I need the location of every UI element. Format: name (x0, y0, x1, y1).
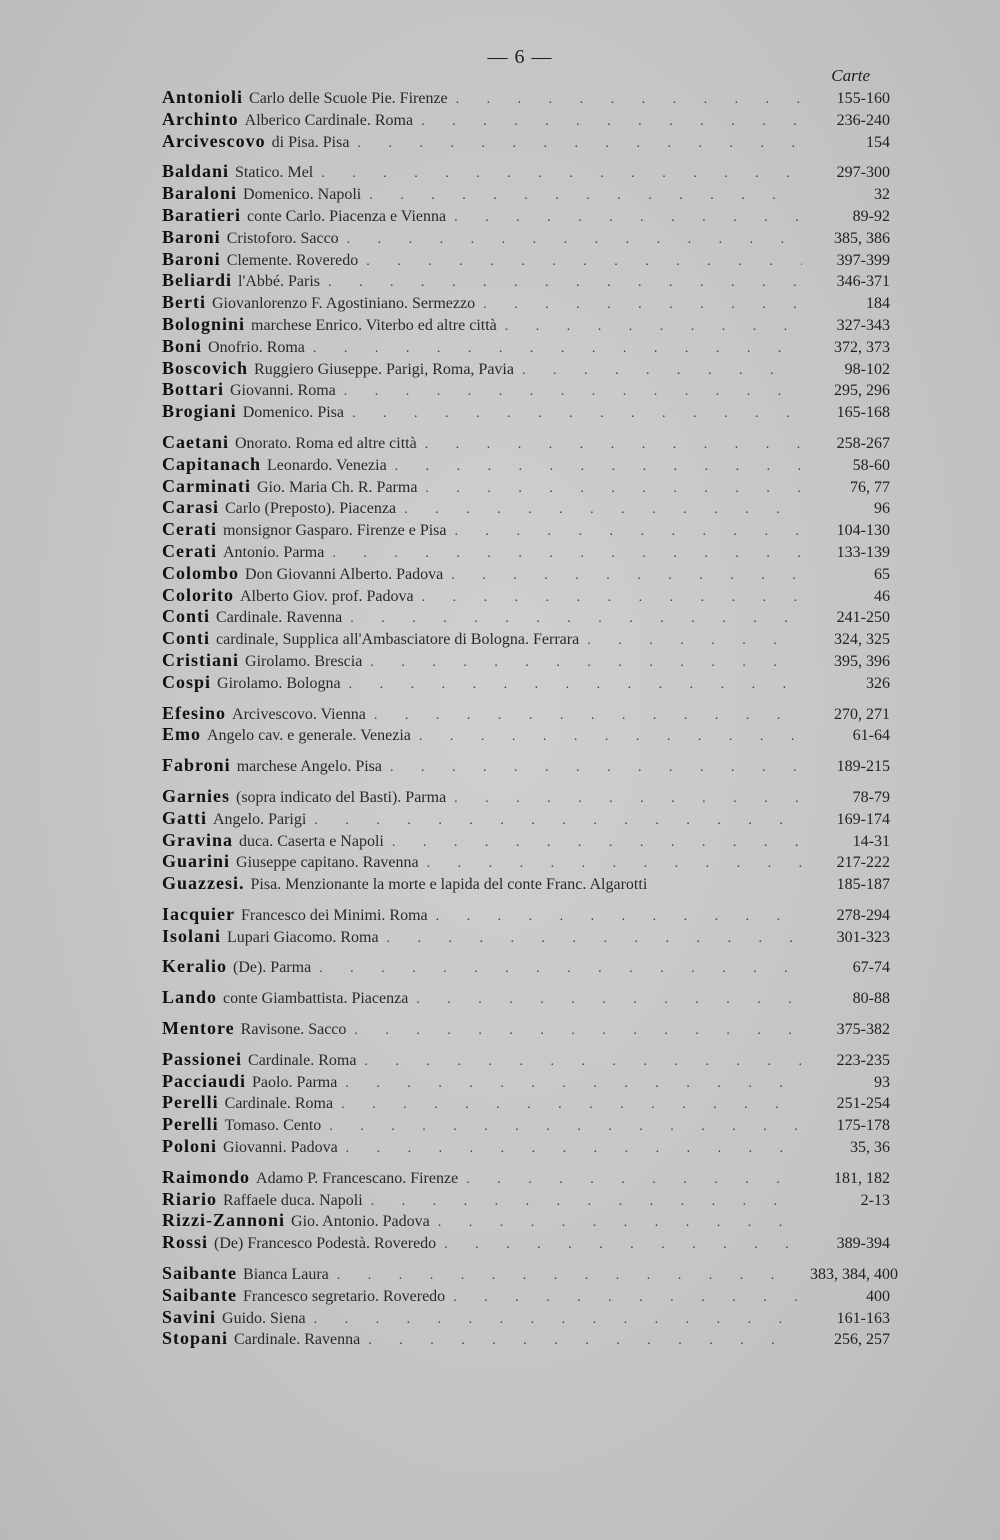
entry-pages: 98-102 (844, 360, 890, 378)
entry-description: l'Abbé. Paris (238, 273, 320, 291)
entry-pages: 80-88 (852, 990, 890, 1008)
dot-leader (419, 729, 802, 745)
entry-name: Saibante (162, 1263, 238, 1284)
entry-name: Lando (162, 987, 218, 1008)
entry-name: Archinto (162, 108, 239, 129)
dot-leader (314, 813, 802, 829)
entry-description: Cristoforo. Sacco (226, 229, 339, 247)
dot-leader (370, 655, 802, 671)
entry-name: Cospi (162, 671, 212, 692)
dot-leader (368, 1333, 802, 1349)
entry-name: Carminati (162, 475, 251, 496)
entry-pages: 169-174 (836, 810, 890, 828)
entry-pages: 78-79 (852, 788, 890, 806)
entry-description: Giovanni. Padova (223, 1139, 338, 1157)
entry-pages: 385, 386 (834, 229, 890, 247)
dot-leader (328, 275, 802, 291)
entry-pages: 165-168 (836, 404, 890, 422)
entry-description: (De) Francesco Podestà. Roveredo (214, 1235, 437, 1253)
entry-name: Stopani (162, 1328, 229, 1349)
dot-leader (347, 232, 802, 248)
index-entry (162, 987, 890, 1009)
entry-name: Cerati (162, 540, 217, 561)
dot-leader (350, 611, 802, 627)
dot-leader (354, 1023, 802, 1039)
index-entry (162, 956, 890, 978)
entry-description: Raffaele duca. Napoli (223, 1191, 363, 1209)
dot-leader (444, 1237, 802, 1253)
entry-name: Cristiani (162, 649, 240, 670)
dot-leader (369, 188, 802, 204)
entry-pages: 397-399 (836, 251, 890, 269)
entry-name: Beliardi (162, 270, 232, 291)
entry-pages: 154 (866, 133, 890, 151)
index-entry (162, 724, 890, 746)
entry-name: Fabroni (162, 755, 231, 776)
dot-leader (454, 791, 802, 807)
entry-description: (De). Parma (232, 959, 312, 977)
entry-name: Conti (162, 628, 211, 649)
dot-leader (425, 481, 802, 497)
entry-name: Colombo (162, 562, 240, 583)
entry-description: Gio. Maria Ch. R. Parma (257, 478, 418, 496)
entry-description: Giovanlorenzo F. Agostiniano. Sermezzo (211, 295, 476, 313)
entry-name: Antonioli (162, 87, 244, 107)
entry-name: Perelli (162, 1092, 219, 1113)
index-entry (162, 205, 890, 227)
entry-pages: 184 (866, 295, 890, 313)
entry-description: Girolamo. Bologna (217, 674, 341, 692)
entry-pages: 65 (874, 565, 890, 583)
index-entry (162, 1189, 890, 1211)
index-entry (162, 358, 890, 380)
index-entry (162, 161, 890, 183)
entry-pages: 89-92 (852, 207, 890, 225)
entry-description: monsignor Gasparo. Firenze e Pisa (222, 522, 447, 540)
entry-name: Berti (162, 292, 206, 313)
entry-pages: 67-74 (852, 959, 890, 977)
entry-name: Saibante (162, 1284, 238, 1305)
entry-description: marchese Angelo. Pisa (236, 758, 382, 776)
entry-pages: 14-31 (852, 832, 890, 850)
entry-pages: 346-371 (836, 273, 890, 291)
entry-name: Iacquier (162, 903, 235, 924)
dot-leader (319, 961, 802, 977)
dot-leader (349, 677, 802, 693)
entry-pages: 217-222 (836, 854, 890, 872)
dot-leader (587, 633, 802, 649)
entry-description: Francesco segretario. Roveredo (243, 1287, 446, 1305)
entry-description: Onorato. Roma ed altre città (235, 434, 417, 452)
entry-pages: 32 (874, 186, 890, 204)
entry-description: Carlo (Preposto). Piacenza (225, 500, 397, 518)
entry-description: Alberto Giov. prof. Padova (239, 587, 414, 605)
index-entry (162, 1167, 890, 1189)
index-entry (162, 755, 890, 777)
entry-pages: 400 (866, 1287, 890, 1305)
dot-leader (313, 341, 802, 357)
entry-name: Efesino (162, 702, 227, 723)
index-entry (162, 336, 890, 358)
dot-leader (321, 166, 802, 182)
entry-description: Domenico. Napoli (243, 186, 362, 204)
entry-description: Tomaso. Cento (224, 1117, 322, 1135)
dot-leader (466, 1172, 802, 1188)
entry-name: Passionei (162, 1048, 243, 1069)
entry-pages: 327-343 (836, 316, 890, 334)
index-entry (162, 1307, 890, 1329)
entry-description: Don Giovanni Alberto. Padova (245, 565, 444, 583)
dot-leader (416, 992, 802, 1008)
index-entry (162, 628, 890, 650)
dot-leader (404, 502, 802, 518)
dot-leader (483, 297, 802, 313)
dot-leader (374, 708, 802, 724)
index-entry (162, 519, 890, 541)
entry-name: Cerati (162, 519, 217, 540)
entry-name: Emo (162, 724, 201, 745)
entry-description: Gio. Antonio. Padova (291, 1213, 430, 1231)
index-entry (162, 109, 890, 131)
index-entry (162, 1328, 890, 1350)
entry-name: Boni (162, 335, 203, 356)
dot-leader (337, 1268, 802, 1284)
entry-description: duca. Caserta e Napoli (239, 832, 384, 850)
index-entry (162, 1049, 890, 1071)
index-entry (162, 1092, 890, 1114)
entry-description: Pisa. Menzionante la morte e lapida del conte Franc. Algarotti (250, 876, 648, 894)
entry-name: Raimondo (162, 1166, 251, 1187)
entry-pages: 278-294 (836, 906, 890, 924)
entry-pages: 155-160 (836, 90, 890, 107)
entry-name: Mentore (162, 1018, 235, 1039)
dot-leader (366, 254, 802, 270)
entry-description: marchese Enrico. Viterbo ed altre città (251, 316, 497, 334)
entry-name: Poloni (162, 1136, 218, 1157)
entry-pages: 189-215 (836, 758, 890, 776)
entry-name: Rossi (162, 1232, 209, 1253)
index-entry (162, 314, 890, 336)
entry-pages: 326 (866, 674, 890, 692)
entry-description: conte Giambattista. Piacenza (223, 990, 409, 1008)
entry-pages: 241-250 (836, 609, 890, 627)
entry-name: Guarini (162, 851, 231, 872)
entry-name: Conti (162, 606, 211, 627)
entry-name: Gatti (162, 807, 207, 828)
dot-leader (421, 114, 802, 130)
index-entry (162, 541, 890, 563)
entry-pages: 93 (874, 1073, 890, 1091)
entry-pages: 76, 77 (850, 478, 890, 496)
dot-leader (456, 92, 802, 108)
entry-description: Paolo. Parma (252, 1073, 338, 1091)
entry-description: Ravisone. Sacco (240, 1021, 347, 1039)
entry-pages: 35, 36 (850, 1139, 890, 1157)
entry-description: Cardinale. Ravenna (216, 609, 343, 627)
dot-leader (454, 210, 802, 226)
entry-name: Savini (162, 1306, 217, 1327)
index-entry (162, 786, 890, 808)
entry-name: Arcivescovo (162, 130, 266, 151)
index-entry (162, 1071, 890, 1093)
entry-name: Colorito (162, 584, 234, 605)
column-label: Carte (831, 66, 870, 85)
entry-name: Caetani (162, 431, 229, 452)
entry-description: Leonardo. Venezia (267, 456, 387, 474)
index-entry (162, 830, 890, 852)
entry-name: Baratieri (162, 204, 241, 225)
index-entry (162, 401, 890, 423)
index-entry (162, 476, 890, 498)
dot-leader (387, 931, 802, 947)
entry-name: Brogiani (162, 401, 237, 422)
entry-pages: 375-382 (836, 1021, 890, 1039)
index-entry (162, 585, 890, 607)
index-entry (162, 87, 890, 109)
index-entry (162, 497, 890, 519)
dot-leader (364, 1054, 802, 1070)
entry-name: Bottari (162, 379, 224, 400)
index-entry (162, 432, 890, 454)
entry-description: Domenico. Pisa (242, 404, 345, 422)
index-list (162, 87, 898, 1350)
entry-pages: 256, 257 (834, 1331, 890, 1349)
entry-pages: 104-130 (836, 522, 890, 540)
entry-description: Angelo. Parigi (213, 810, 307, 828)
dot-leader (455, 524, 803, 540)
entry-name: Riario (162, 1188, 217, 1209)
dot-leader (438, 1215, 802, 1231)
dot-leader (451, 568, 802, 584)
entry-description: Ruggiero Giuseppe. Parigi, Roma, Pavia (254, 360, 514, 378)
entry-pages: 324, 325 (834, 631, 890, 649)
entry-name: Capitanach (162, 453, 262, 474)
index-entry (162, 1263, 898, 1285)
entry-name: Keralio (162, 956, 227, 977)
entry-description: Onofrio. Roma (208, 338, 305, 356)
entry-name: Baldani (162, 161, 230, 182)
entry-description: Guido. Siena (222, 1309, 306, 1327)
entry-name: Rizzi-Zannoni (162, 1210, 286, 1231)
entry-pages: 251-254 (836, 1095, 890, 1113)
dot-leader (453, 1290, 802, 1306)
index-entry (162, 808, 890, 830)
dot-leader (345, 1076, 802, 1092)
entry-description: Francesco dei Minimi. Roma (241, 906, 428, 924)
index-entry (162, 1285, 890, 1307)
entry-pages: 133-139 (836, 543, 890, 561)
index-entry (162, 270, 890, 292)
index-entry (162, 563, 890, 585)
dot-leader (522, 363, 802, 379)
dot-leader (505, 319, 802, 335)
entry-pages: 61-64 (852, 727, 890, 745)
entry-pages: 185-187 (836, 876, 890, 894)
dot-leader (344, 384, 802, 400)
entry-pages: 258-267 (836, 434, 890, 452)
dot-leader (390, 760, 802, 776)
entry-pages: 372, 373 (834, 338, 890, 356)
entry-name: Baroni (162, 226, 221, 247)
entry-name: Gravina (162, 829, 234, 850)
entry-pages: 96 (874, 500, 890, 518)
dot-leader (357, 136, 802, 152)
entry-description: conte Carlo. Piacenza e Vienna (246, 207, 447, 225)
dot-leader (371, 1194, 802, 1210)
entry-description: Alberico Cardinale. Roma (244, 111, 414, 129)
index-entry (162, 379, 890, 401)
index-entry (162, 904, 890, 926)
entry-name: Guazzesi. (162, 873, 245, 894)
index-entry (162, 672, 890, 694)
entry-description: Antonio. Parma (222, 543, 325, 561)
index-entry (162, 926, 890, 948)
entry-pages: 58-60 (852, 456, 890, 474)
dot-leader (329, 1119, 802, 1135)
dot-leader (392, 835, 802, 851)
entry-pages: 161-163 (836, 1309, 890, 1327)
entry-description: Giovanni. Roma (229, 382, 336, 400)
entry-description: Girolamo. Brescia (245, 652, 363, 670)
index-entry (162, 183, 890, 205)
entry-description: Giuseppe capitano. Ravenna (236, 854, 419, 872)
entry-description: Arcivescovo. Vienna (232, 705, 366, 723)
dot-leader (332, 546, 802, 562)
entry-description: Cardinale. Ravenna (234, 1331, 361, 1349)
index-entry (162, 606, 890, 628)
entry-pages: 270, 271 (834, 705, 890, 723)
entry-pages: 301-323 (836, 928, 890, 946)
entry-description: Adamo P. Francescano. Firenze (256, 1169, 459, 1187)
entry-description: Carlo delle Scuole Pie. Firenze (249, 90, 448, 107)
index-entry (162, 131, 890, 153)
index-entry (162, 703, 890, 725)
entry-description: Statico. Mel (235, 164, 314, 182)
entry-pages: 2-13 (860, 1191, 890, 1209)
entry-pages: 395, 396 (834, 652, 890, 670)
dot-leader (341, 1097, 802, 1113)
page-number: — 6 — (487, 46, 553, 68)
dot-leader (436, 909, 802, 925)
entry-description: Clemente. Roveredo (226, 251, 359, 269)
entry-name: Pacciaudi (162, 1070, 246, 1091)
entry-name: Baroni (162, 248, 221, 269)
entry-pages: 297-300 (836, 164, 890, 182)
entry-name: Boscovich (162, 357, 249, 378)
entry-description: Angelo cav. e generale. Venezia (207, 727, 411, 745)
entry-description: Cardinale. Roma (224, 1095, 334, 1113)
index-entry (162, 454, 890, 476)
entry-name: Bolognini (162, 313, 246, 334)
index-entry (162, 1210, 890, 1232)
entry-description: (sopra indicato del Basti). Parma (236, 788, 447, 806)
entry-pages: 175-178 (836, 1117, 890, 1135)
index-entry (162, 1232, 890, 1254)
index-entry (162, 873, 890, 895)
entry-description: Bianca Laura (243, 1266, 329, 1284)
index-entry (162, 650, 890, 672)
entry-pages: 46 (874, 587, 890, 605)
entry-name: Isolani (162, 925, 222, 946)
index-entry (162, 1018, 890, 1040)
entry-description: Lupari Giacomo. Roma (227, 928, 379, 946)
entry-name: Baraloni (162, 183, 238, 204)
index-entry (162, 292, 890, 314)
entry-pages: 223-235 (836, 1051, 890, 1069)
entry-pages: 295, 296 (834, 382, 890, 400)
entry-description: di Pisa. Pisa (271, 133, 350, 151)
entry-description: cardinale, Supplica all'Ambasciatore di Bologna. Ferrara (216, 631, 580, 649)
dot-leader (352, 406, 802, 422)
dot-leader (422, 590, 802, 606)
index-entry (162, 227, 890, 249)
index-entry (162, 1114, 890, 1136)
dot-leader (395, 459, 802, 475)
entry-name: Perelli (162, 1114, 219, 1135)
entry-name: Carasi (162, 497, 219, 518)
index-entry (162, 1136, 890, 1158)
dot-leader (425, 437, 802, 453)
entry-pages: 181, 182 (834, 1169, 890, 1187)
entry-description: Cardinale. Roma (248, 1051, 357, 1069)
entry-pages: 236-240 (836, 111, 890, 129)
entry-name: Garnies (162, 785, 230, 806)
dot-leader (346, 1141, 802, 1157)
entry-pages: 383, 384, 400 (810, 1266, 898, 1284)
dot-leader (314, 1312, 802, 1328)
index-entry (162, 851, 890, 873)
index-entry (162, 249, 890, 271)
entry-pages: 389-394 (836, 1235, 890, 1253)
dot-leader (427, 856, 802, 872)
